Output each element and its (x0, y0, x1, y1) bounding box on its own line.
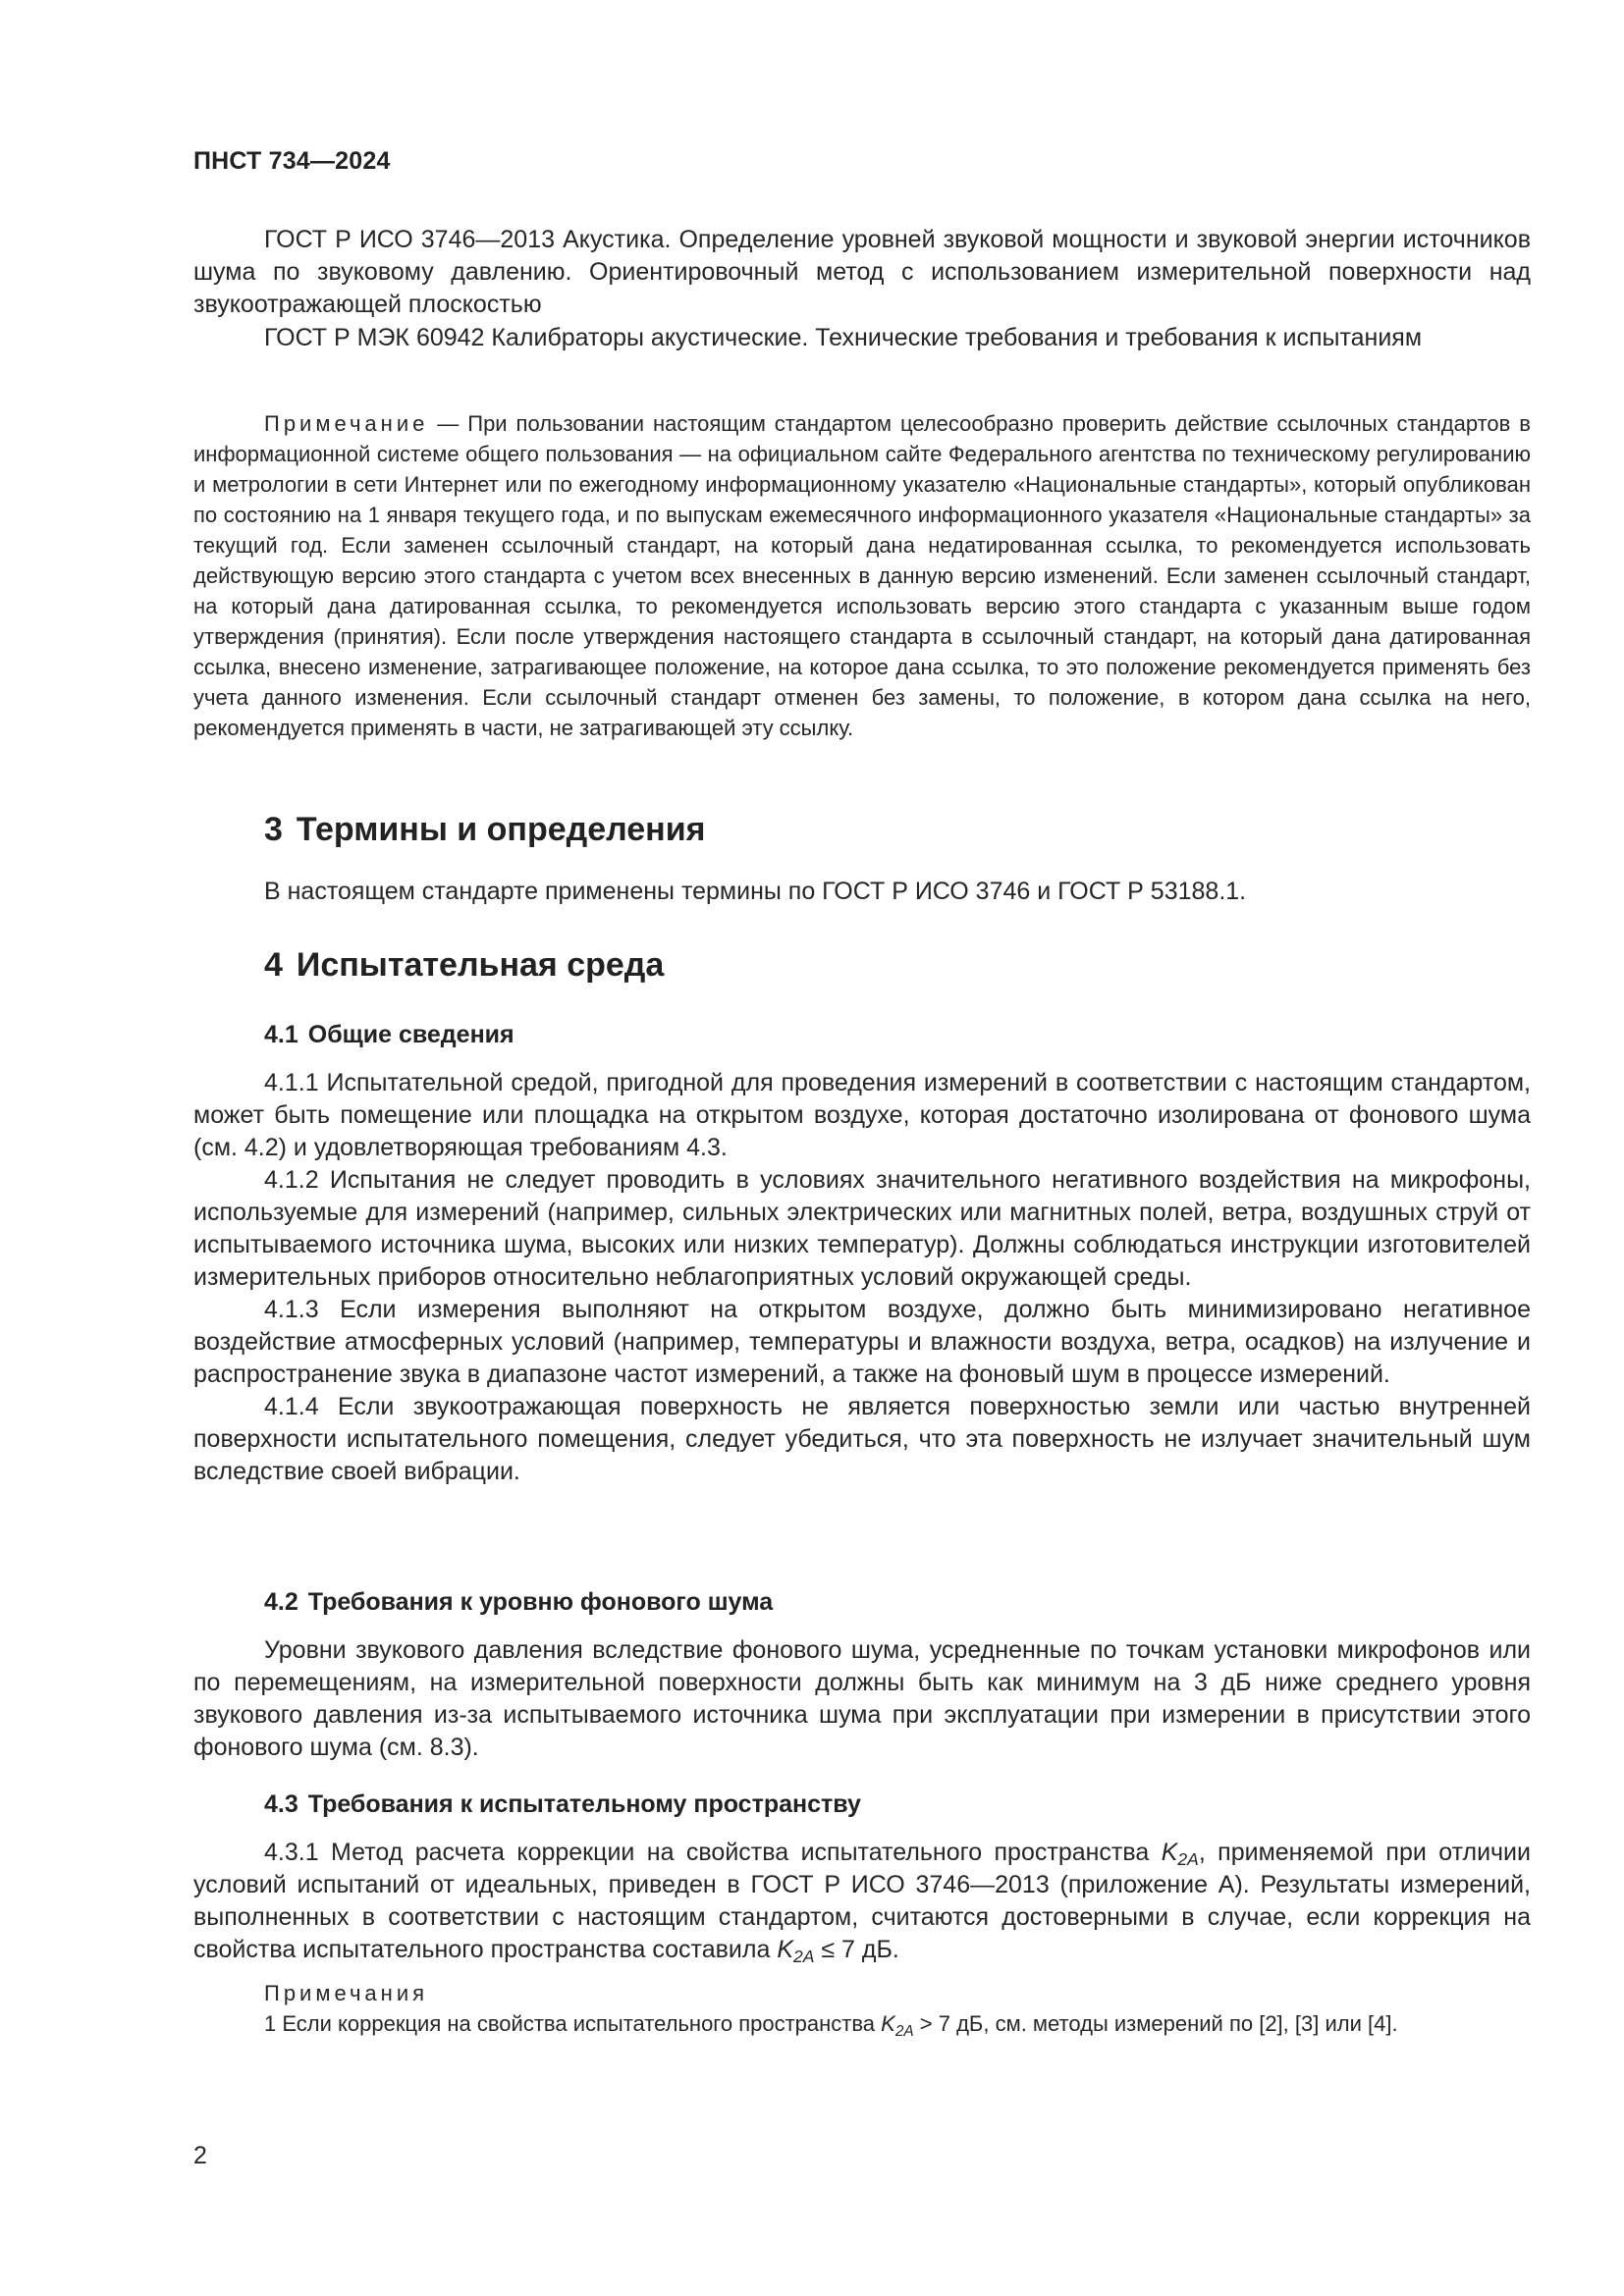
section-heading (193, 946, 1531, 985)
paragraph-4-3-1 (193, 1837, 1531, 1966)
note-text: — При пользовании настоящим стандартом целесообразно проверить действие ссылочных стандартов в информационной системе общего пользования — на официальном сайте Федерального агентства по техническому регулированию и метрологии в сети Интернет или по ежегодному информационному указателю «Национальные стандарты», который опубликован по состоянию на 1 января текущего года, и по выпускам ежемесячного информационного указателя «Национальные стандарты» за текущий год. Если заменен ссылочный стандарт, на который дана недатированная ссылка, то рекомендуется использовать действующую версию этого стандарта с учетом всех внесенных в данную версию изменений. Если заменен ссылочный стандарт, на который дана датированная ссылка, то рекомендуется использовать версию этого стандарта с указанным выше годом утверждения (принятия). Если после утверждения настоящего стандарта в ссылочный стандарт, на который дана датированная ссылка, внесено изменение, затрагивающее положение, на которое дана ссылка, то это положение рекомендуется применять без учета данного изменения. Если ссылочный стандарт отменен без замены, то положение, в котором дана ссылка на него, рекомендуется применять в части, не затрагивающей эту ссылку. (193, 411, 1531, 740)
subsection-number: 4.1 (264, 1021, 298, 1048)
k-letter: K (881, 2011, 895, 2036)
subsection-4-3 (193, 1790, 1531, 1819)
text-run: ≤ 7 дБ. (814, 1936, 899, 1963)
note-label: Примечание (264, 411, 429, 436)
subsection-4-3-body (193, 1837, 1531, 2039)
paragraph-4-1-4: 4.1.4 Если звукоотражающая поверхность не является поверхностью земли или частью внутренней поверхности испытательного помещения, следует убедиться, что эта поверхность не излучает значительный шум вследствие своей вибрации. (193, 1393, 1531, 1485)
section-3-text: В настоящем стандарте применены термины по ГОСТ Р ИСО 3746 и ГОСТ Р 53188.1. (264, 878, 1247, 905)
section-number: 3 (264, 811, 283, 848)
k-subscript: 2A (894, 2023, 914, 2040)
reference-code: ГОСТ Р ИСО 3746—2013 (264, 226, 556, 253)
text-run: > 7 дБ, см. методы измерений по [2], [3] или [4]. (913, 2011, 1398, 2036)
subsection-4-2-body (193, 1634, 1531, 1764)
section-3 (193, 811, 1531, 849)
text-run: 4.3.1 Метод расчета коррекции на свойства испытательного пространства (264, 1839, 1162, 1866)
section-heading (193, 811, 1531, 849)
section-title: Термины и определения (296, 811, 706, 848)
subsection-number: 4.2 (264, 1588, 298, 1616)
page-number: 2 (193, 2142, 207, 2169)
subsection-heading (193, 1790, 1531, 1819)
document-header: ПНСТ 734—2024 (193, 147, 391, 175)
notes-heading (193, 1978, 1531, 2008)
notes-label: Примечания (264, 1981, 429, 2005)
k-letter: K (777, 1936, 793, 1963)
subsection-4-1 (193, 1021, 1531, 1049)
section-3-body (193, 876, 1531, 908)
section-title: Испытательная среда (296, 946, 665, 984)
reference-item (193, 224, 1531, 321)
k2a-symbol (881, 2011, 914, 2040)
subsection-4-1-body (193, 1067, 1531, 1488)
k-letter: K (1161, 1839, 1178, 1866)
k2a-symbol (777, 1936, 815, 1966)
paragraph-4-1-3: 4.1.3 Если измерения выполняют на открытом воздухе, должно быть минимизировано негативное воздействие атмосферных условий (например, температуры и влажности воздуха, ветра, осадков) на излучение и распространение звука в диапазоне частот измерений, а также на фоновый шум в процессе измерений. (193, 1296, 1531, 1388)
subsection-title: Требования к уровню фонового шума (307, 1588, 774, 1616)
k-subscript: 2A (1177, 1849, 1199, 1869)
reference-title: Калибраторы акустические. Технические требования и требования к испытаниям (491, 324, 1423, 351)
subsection-heading (193, 1588, 1531, 1617)
subsection-title: Общие сведения (307, 1021, 514, 1048)
subsection-title: Требования к испытательному пространству (307, 1790, 861, 1818)
references-block (193, 224, 1531, 354)
reference-code: ГОСТ Р МЭК 60942 (264, 324, 485, 351)
paragraph-4-1-2: 4.1.2 Испытания не следует проводить в условиях значительного негативного воздействия на микрофоны, используемые для измерений (например, сильных электрических или магнитных полей, ветра, воздушных струй от испытываемого источника шума, высоких или низких температур). Должны соблюдаться инструкции изготовителей измерительных приборов относительно неблагоприятных условий окружающей среды. (193, 1166, 1531, 1291)
text-run: , применяемой при отличии условий испытаний от идеальных, приведен в ГОСТ Р ИСО 3746—2013 (приложение А). Результаты измерений, выполненных в соответствии с настоящим стандартом, считаются достоверными в случае, если коррекция на свойства испытательного пространства составила (193, 1839, 1531, 1963)
subsection-heading (193, 1021, 1531, 1049)
k-subscript: 2A (793, 1947, 815, 1966)
note-block (193, 408, 1531, 743)
note-item (193, 2008, 1531, 2039)
paragraph-4-2: Уровни звукового давления вследствие фонового шума, усредненные по точкам установки микрофонов или по перемещениям, на измерительной поверхности должны быть как минимум на 3 дБ ниже среднего уровня звукового давления из-за испытываемого источника шума при эксплуатации при измерении в присутствии этого фонового шума (см. 8.3). (193, 1636, 1531, 1761)
text-run: 1 Если коррекция на свойства испытательного пространства (264, 2011, 882, 2036)
section-4 (193, 946, 1531, 985)
paragraph-4-1-1: 4.1.1 Испытательной средой, пригодной для проведения измерений в соответствии с настоящим стандартом, может быть помещение или площадка на открытом воздухе, которая достаточно изолирована от фонового шума (см. 4.2) и удовлетворяющая требованиям 4.3. (193, 1069, 1531, 1161)
section-number: 4 (264, 946, 283, 984)
k2a-symbol (1161, 1839, 1199, 1869)
reference-item (193, 322, 1531, 354)
note-paragraph (193, 408, 1531, 743)
subsection-4-2 (193, 1588, 1531, 1617)
reference-title: Акустика. Определение уровней звуковой мощности и звуковой энергии источников шума по звуковому давлению. Ориентировочный метод с использованием измерительной поверхности над звукоотражающей плоскостью (193, 226, 1531, 318)
subsection-number: 4.3 (264, 1790, 298, 1818)
